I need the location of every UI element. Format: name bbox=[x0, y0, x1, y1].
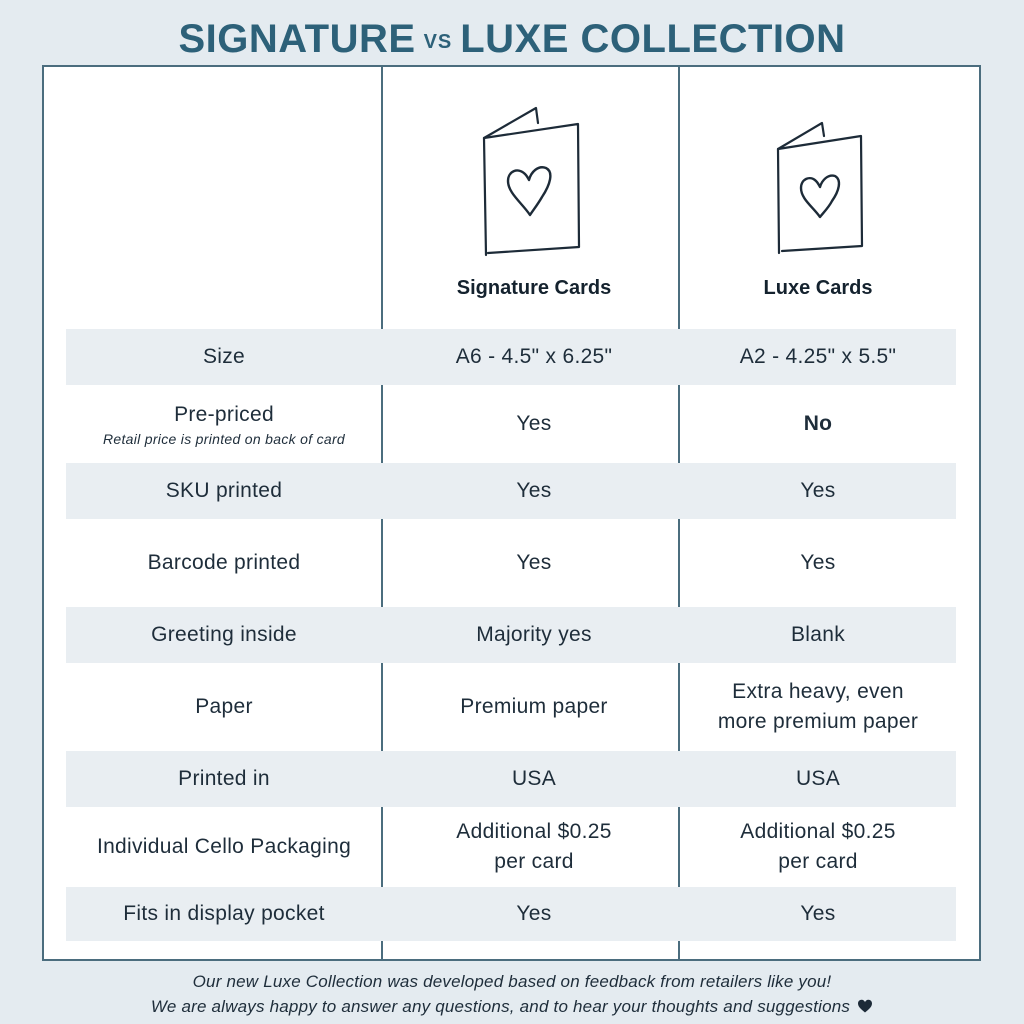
greeting-card-heart-icon bbox=[478, 105, 582, 257]
row-label: Pre-priced bbox=[174, 403, 274, 426]
row-label: Greeting inside bbox=[151, 623, 297, 646]
row-label: SKU printed bbox=[165, 479, 283, 502]
luxe-value-line2: more premium paper bbox=[717, 710, 919, 733]
luxe-value: Yes bbox=[800, 479, 836, 502]
title-vs: VS bbox=[423, 31, 453, 53]
row-label: Individual Cello Packaging bbox=[96, 835, 352, 858]
table-row-barcode bbox=[66, 521, 956, 605]
luxe-value-line1: Additional $0.25 bbox=[740, 820, 896, 843]
signature-value: Yes bbox=[516, 902, 552, 925]
title-luxe-collection: LUXE COLLECTION bbox=[460, 17, 846, 61]
signature-value: Yes bbox=[516, 551, 552, 574]
table-row-greeting bbox=[66, 607, 956, 663]
signature-value-line1: Additional $0.25 bbox=[456, 820, 612, 843]
row-label-group bbox=[66, 387, 382, 461]
comparison-table bbox=[42, 65, 981, 961]
table-row-display-pocket bbox=[66, 887, 956, 941]
table-row-paper bbox=[66, 665, 956, 749]
luxe-value-group bbox=[680, 809, 956, 885]
title-signature: SIGNATURE bbox=[178, 17, 416, 61]
signature-value-line2: per card bbox=[494, 850, 574, 873]
heart-icon bbox=[508, 167, 550, 215]
column-header-signature: Signature Cards bbox=[456, 277, 612, 299]
luxe-value-line2: per card bbox=[778, 850, 858, 873]
row-label: Barcode printed bbox=[147, 551, 301, 574]
luxe-value-group bbox=[680, 665, 956, 749]
luxe-value: A2 - 4.25" x 5.5" bbox=[739, 345, 897, 368]
row-label: Printed in bbox=[178, 767, 270, 790]
heart-icon bbox=[857, 999, 873, 1013]
footer-line-2-text: We are always happy to answer any questions, and to hear your thoughts and suggestions bbox=[150, 997, 851, 1016]
row-label: Size bbox=[202, 345, 246, 368]
footer-line-1: Our new Luxe Collection was developed based on feedback from retailers like you! bbox=[192, 972, 832, 991]
luxe-value: Yes bbox=[800, 902, 836, 925]
row-note: Retail price is printed on back of card bbox=[102, 431, 346, 447]
signature-value-group bbox=[390, 809, 678, 885]
row-label: Fits in display pocket bbox=[123, 902, 325, 925]
table-row-size bbox=[66, 329, 956, 385]
luxe-value: USA bbox=[795, 767, 841, 790]
signature-value: Yes bbox=[516, 412, 552, 435]
luxe-value: Blank bbox=[790, 623, 846, 646]
signature-value: USA bbox=[511, 767, 557, 790]
row-label: Paper bbox=[195, 695, 253, 718]
table-row-pre-priced bbox=[66, 387, 956, 461]
luxe-value-line1: Extra heavy, even bbox=[732, 680, 904, 703]
greeting-card-heart-icon bbox=[775, 119, 865, 255]
footer-line-2 bbox=[0, 997, 1024, 1017]
signature-value: A6 - 4.5" x 6.25" bbox=[455, 345, 613, 368]
luxe-value: Yes bbox=[800, 551, 836, 574]
page-title bbox=[0, 14, 1024, 67]
table-row-cello-packaging bbox=[66, 809, 956, 885]
table-row-printed-in bbox=[66, 751, 956, 807]
heart-icon bbox=[801, 176, 839, 217]
column-header-luxe: Luxe Cards bbox=[763, 277, 873, 299]
signature-value: Majority yes bbox=[476, 623, 592, 646]
signature-value: Yes bbox=[516, 479, 552, 502]
signature-value: Premium paper bbox=[460, 695, 608, 718]
luxe-value: No bbox=[803, 412, 833, 435]
table-row-sku bbox=[66, 463, 956, 519]
